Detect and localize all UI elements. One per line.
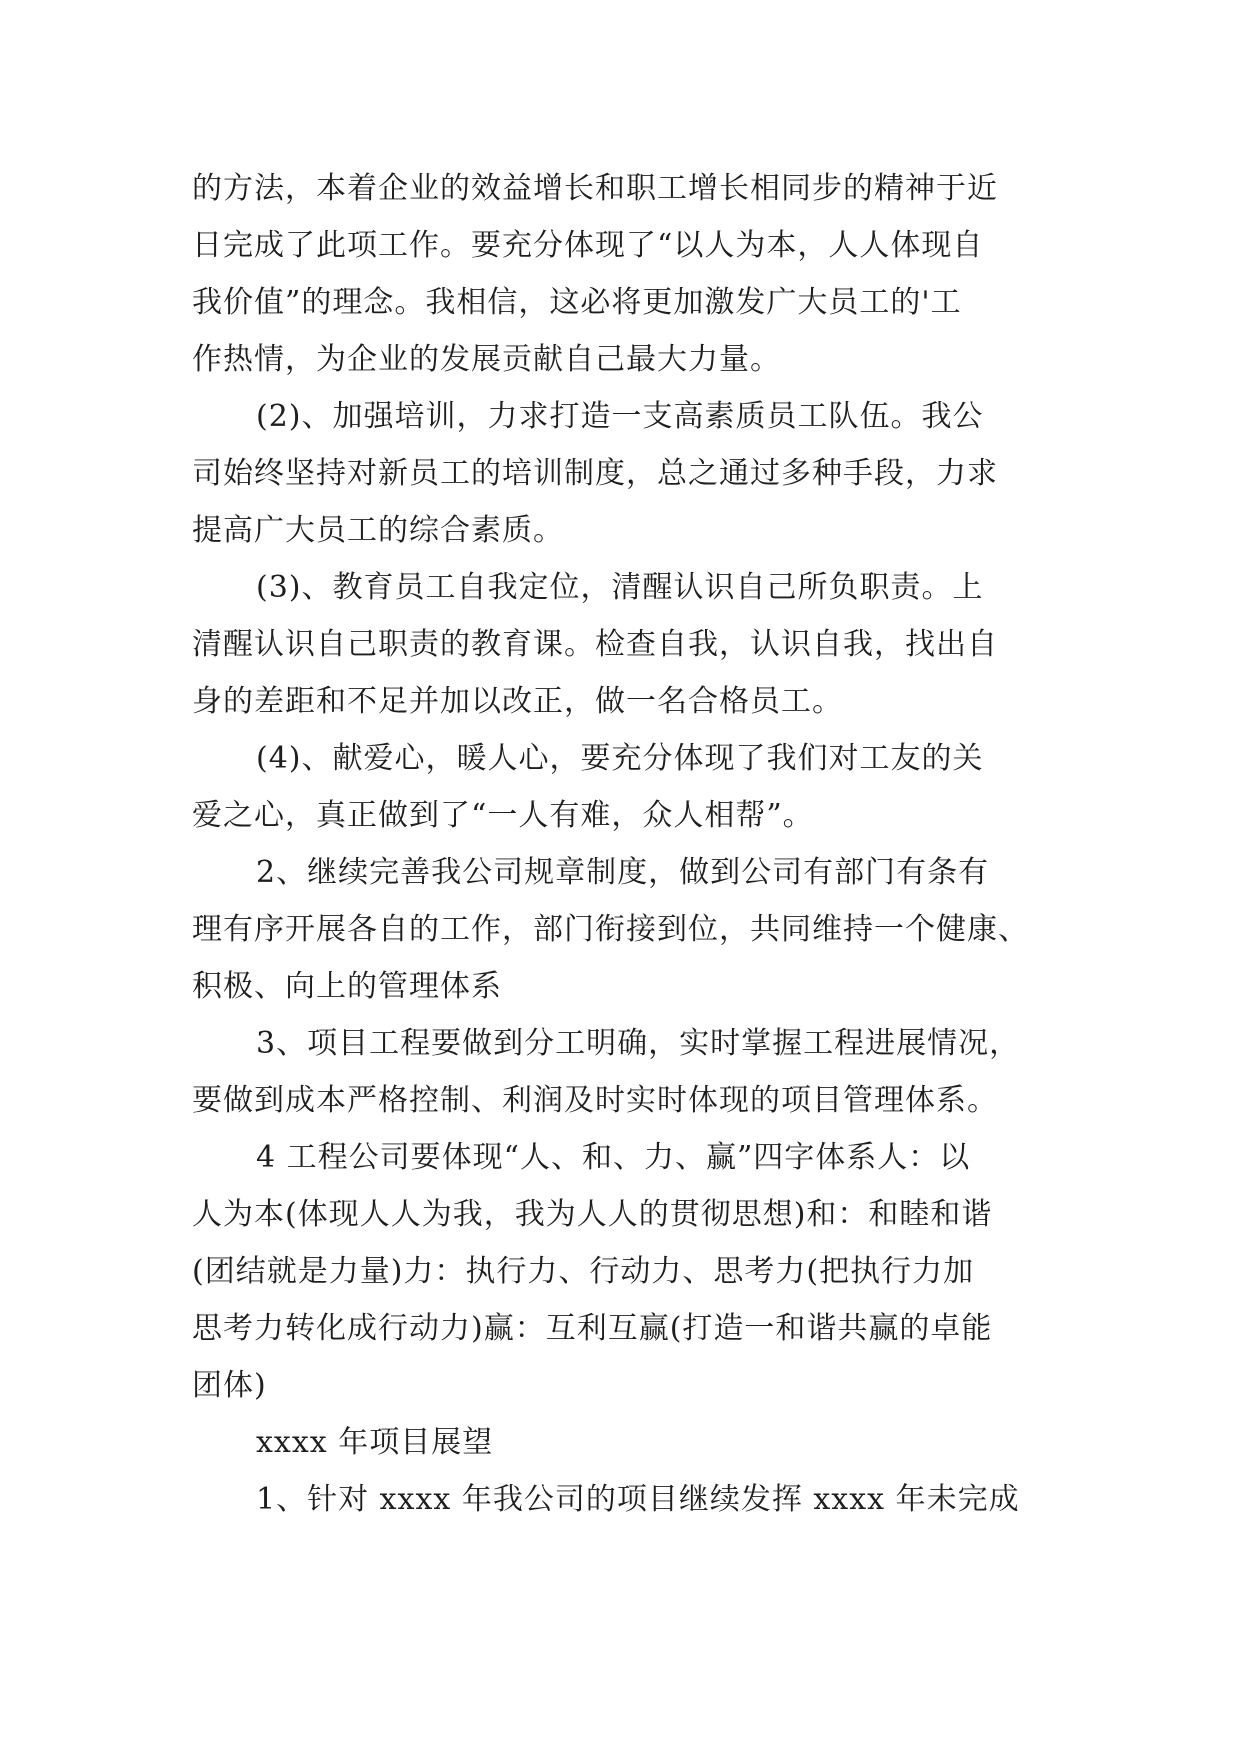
paragraph-start-line: 4 工程公司要体现“人、和、力、赢”四字体系人：以 (256, 1140, 971, 1175)
paragraph-start-line: 3、项目工程要做到分工明确，实时掌握工程进展情况， (256, 1026, 1021, 1061)
text-line: 提高广大员工的综合素质。 (192, 513, 564, 548)
paragraph-start-line: 2、继续完善我公司规章制度，做到公司有部门有条有 (256, 855, 990, 890)
text-line: 思考力转化成行动力)赢：互利互赢(打造一和谐共赢的卓能 (192, 1311, 993, 1346)
document-body (192, 160, 1062, 1528)
text-line: 要做到成本严格控制、利润及时实时体现的项目管理体系。 (192, 1083, 998, 1118)
text-line: 日完成了此项工作。要充分体现了“以人为本，人人体现自 (192, 228, 984, 263)
text-line: 积极、向上的管理体系 (192, 969, 502, 1004)
text-line: 人为本(体现人人为我，我为人人的贯彻思想)和：和睦和谐 (192, 1197, 993, 1232)
text-line: 爱之心，真正做到了“一人有难，众人相帮”。 (192, 798, 814, 833)
text-line: (团结就是力量)力：执行力、行动力、思考力(把执行力加 (192, 1254, 975, 1289)
text-line: 的方法，本着企业的效益增长和职工增长相同步的精神于近 (192, 171, 998, 206)
paragraph-start-line: 1、针对 xxxx 年我公司的项目继续发挥 xxxx 年未完成 (256, 1482, 1020, 1517)
paragraph-start-line: (2)、加强培训，力求打造一支高素质员工队伍。我公 (256, 399, 984, 434)
paragraph-start-line: (3)、教育员工自我定位，清醒认识自己所负职责。上 (256, 570, 984, 605)
text-line: 我价值”的理念。我相信，这必将更加激发广大员工的'工 (192, 285, 962, 320)
text-line: 司始终坚持对新员工的培训制度，总之通过多种手段，力求 (192, 456, 998, 491)
text-line: 理有序开展各自的工作，部门衔接到位，共同维持一个健康、 (192, 912, 1029, 947)
text-line: 身的差距和不足并加以改正，做一名合格员工。 (192, 684, 843, 719)
text-line: 清醒认识自己职责的教育课。检查自我，认识自我，找出自 (192, 627, 998, 662)
paragraph-start-line: (4)、献爱心，暖人心，要充分体现了我们对工友的关 (256, 741, 984, 776)
text-line: 作热情，为企业的发展贡献自己最大力量。 (192, 342, 781, 377)
text-line: 团体) (192, 1368, 267, 1403)
section-heading: xxxx 年项目展望 (256, 1425, 494, 1460)
